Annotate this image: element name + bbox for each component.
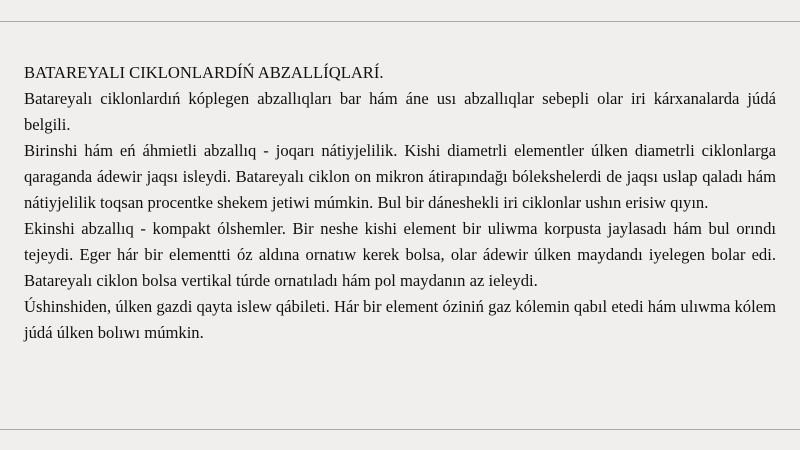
document-title: BATAREYALI CIKLONLARDÍŃ ABZALLÍQLARÍ. (24, 63, 384, 82)
paragraph-third-advantage: Úshinshiden, úlken gazdi qayta islew qábileti. Hár bir element óziniń gaz kólemin qabıl etedi hám ulıwma kólem júdá úlken bolıwı múmkin. (24, 297, 776, 342)
bottom-divider (0, 429, 800, 430)
paragraph-first-advantage: Birinshi hám eń áhmietli abzallıq - joqarı nátiyjelilik. Kishi diametrli elementler úlken diametrli ciklonlarga qaraganda ádewir jaqsı isleydi. Batareyalı ciklon on mikron átirapındağı bólekshelerdi de jaqsı uslap qaladı hám nátiyjelilik toqsan procentke shekem jetiwi múmkin. Bul bir dáneshekli iri ciklonlar ushın erisiw qıyın. (24, 141, 776, 212)
paragraph-second-advantage: Ekinshi abzallıq - kompakt ólshemler. Bir neshe kishi element bir uliwma korpusta jaylasadı hám bul orındı tejeydi. Eger hár bir elementti óz aldına ornatıw kerek bolsa, olar ádewir úlken maydandı iyelegen bolar edi. Batareyalı ciklon bolsa vertikal túrde ornatıladı hám pol maydanın az ieleydi. (24, 219, 776, 290)
top-divider (0, 21, 800, 22)
paragraph-intro: Batareyalı ciklonlardıń kóplegen abzallıqları bar hám áne usı abzallıqlar sebepli olar iri kárxanalarda júdá belgili. (24, 89, 776, 134)
document-body (24, 60, 776, 346)
